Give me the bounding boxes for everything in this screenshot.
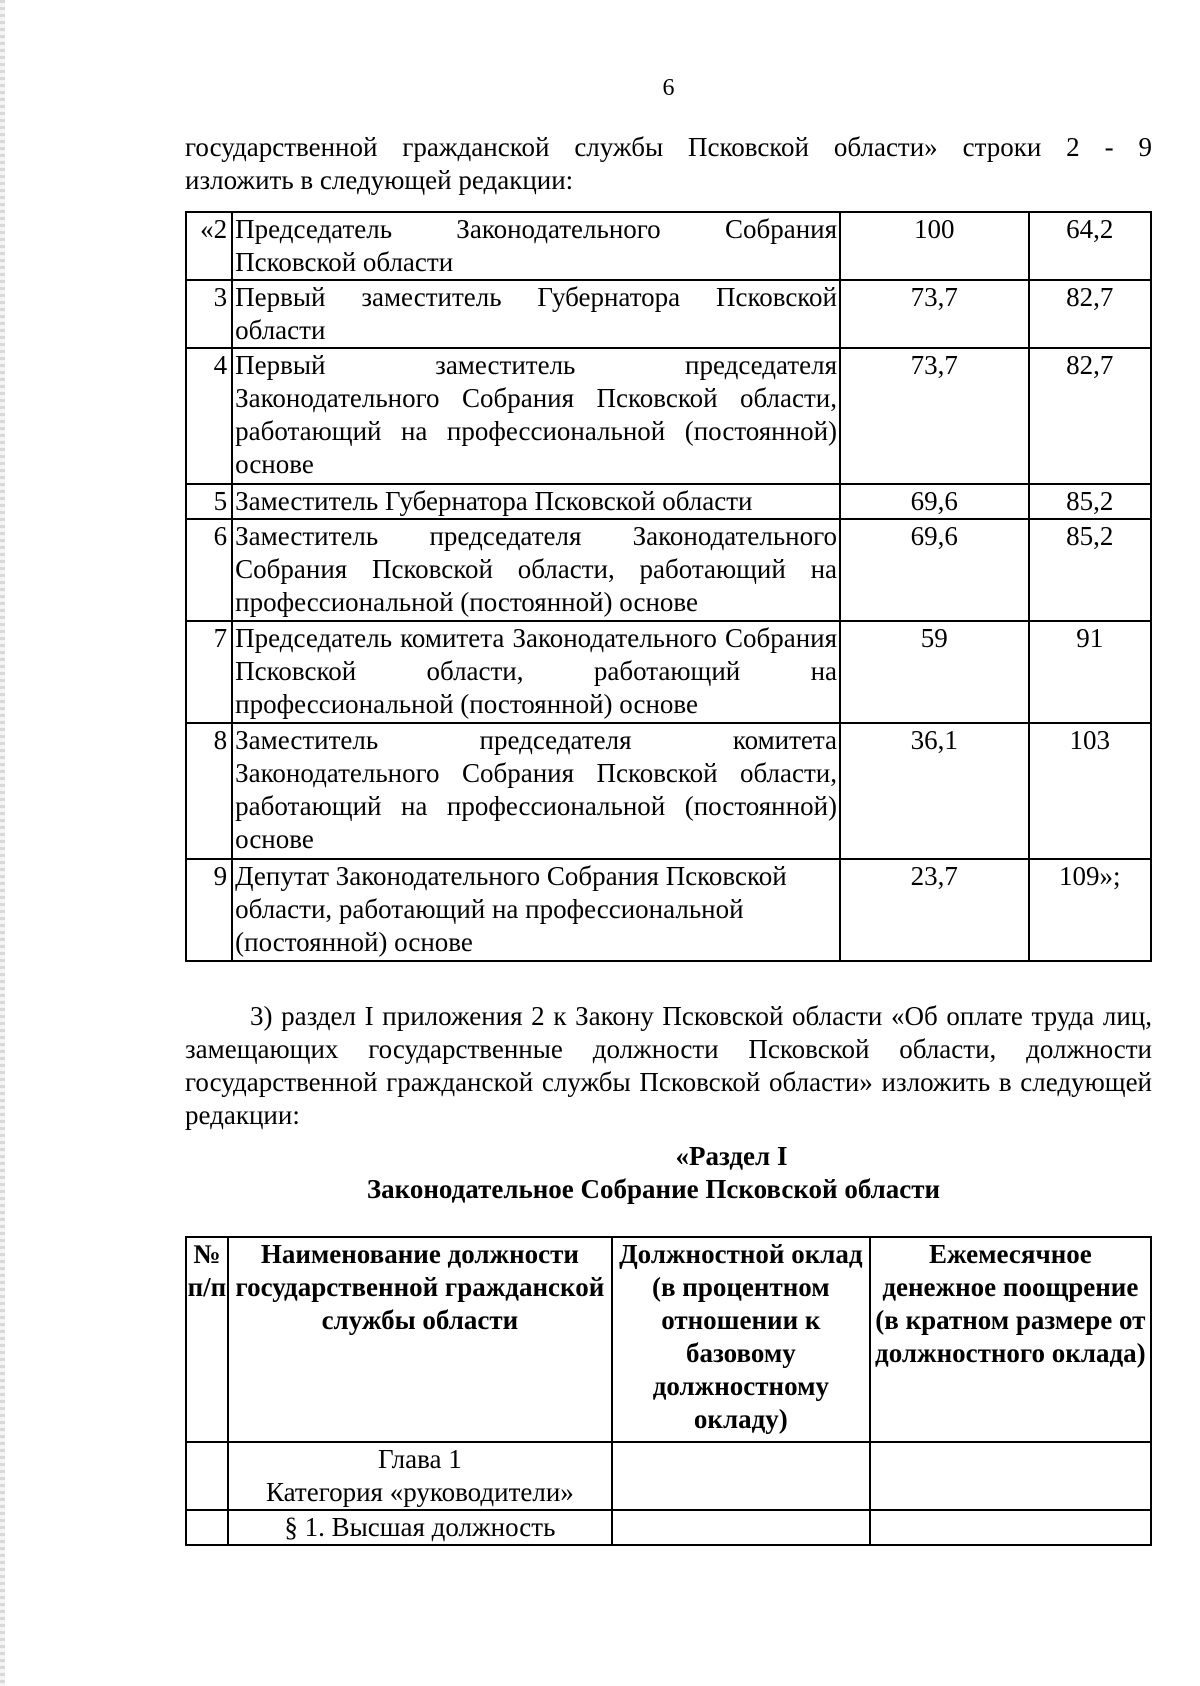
header-salary: Должностной оклад (в процентном отношении к базовому должностному окладу) — [612, 1237, 870, 1442]
position-name: Заместитель председателя Законодательного Собрания Псковской области, работающий на профессиональной (постоянной) основе — [232, 519, 840, 621]
table-row — [186, 519, 1151, 621]
position-name: Депутат Законодательного Собрания Псковской области, работающий на профессиональной (постоянной) основе — [232, 859, 840, 961]
chapter-title: Глава 1 — [378, 1444, 462, 1474]
salary-percent: 69,6 — [840, 484, 1029, 519]
table-row — [186, 348, 1151, 484]
salary-percent: 69,6 — [840, 519, 1029, 621]
page-number: 6 — [662, 75, 675, 101]
row-number: 6 — [186, 519, 232, 621]
header-number: № п/п — [186, 1237, 228, 1442]
salary-percent: 23,7 — [840, 859, 1029, 961]
position-name: Председатель комитета Законодательного Собрания Псковской области, работающий на профессиональной (постоянной) основе — [232, 621, 840, 723]
empty-cell — [870, 1510, 1151, 1545]
empty-cell — [612, 1442, 870, 1510]
salary-table — [185, 211, 1152, 962]
row-number: 4 — [186, 348, 232, 484]
bonus-multiple: 82,7 — [1029, 348, 1151, 484]
position-table — [185, 1236, 1152, 1546]
table-row — [186, 484, 1151, 519]
position-name: Первый заместитель Губернатора Псковской области — [232, 280, 840, 348]
intro-paragraph — [185, 131, 1152, 197]
bonus-multiple: 85,2 — [1029, 519, 1151, 621]
bonus-multiple: 85,2 — [1029, 484, 1151, 519]
table-row — [186, 212, 1151, 280]
table-row — [186, 1510, 1151, 1545]
position-name: Первый заместитель председателя Законодательного Собрания Псковской области, работающий на профессиональной (постоянной) основе — [232, 348, 840, 484]
salary-percent: 73,7 — [840, 348, 1029, 484]
section-3-paragraph: 3) раздел I приложения 2 к Закону Псковской области «Об оплате труда лиц, замещающих государственные должности Псковской области, должности государственной гражданской службы Псковской области» изложить в следующей редакции: — [185, 1001, 1152, 1130]
header-position-name: Наименование должности государственной гражданской службы области — [228, 1237, 612, 1442]
row-number: 5 — [186, 484, 232, 519]
bonus-multiple: 82,7 — [1029, 280, 1151, 348]
empty-cell — [870, 1442, 1151, 1510]
empty-cell — [186, 1442, 228, 1510]
intro-line-1: государственной гражданской службы Псковской области» строки 2 - 9 — [185, 132, 1152, 162]
salary-percent: 59 — [840, 621, 1029, 723]
row-number: «2 — [186, 212, 232, 280]
bonus-multiple: 64,2 — [1029, 212, 1151, 280]
bonus-multiple: 109»; — [1029, 859, 1151, 961]
salary-percent: 36,1 — [840, 723, 1029, 859]
intro-line-2: изложить в следующей редакции: — [185, 165, 574, 195]
row-number: 3 — [186, 280, 232, 348]
position-name: Заместитель Губернатора Псковской области — [232, 484, 840, 519]
salary-percent: 73,7 — [840, 280, 1029, 348]
table-row — [186, 280, 1151, 348]
row-number: 7 — [186, 621, 232, 723]
empty-cell — [186, 1510, 228, 1545]
table-row — [186, 859, 1151, 961]
bonus-multiple: 103 — [1029, 723, 1151, 859]
position-name: Заместитель председателя комитета Законодательного Собрания Псковской области, работающий на профессиональной (постоянной) основе — [232, 723, 840, 859]
row-number: 8 — [186, 723, 232, 859]
salary-percent: 100 — [840, 212, 1029, 280]
row-number: 9 — [186, 859, 232, 961]
header-bonus: Ежемесячное денежное поощрение (в кратном размере от должностного оклада) — [870, 1237, 1151, 1442]
chapter-category: Категория «руководители» — [265, 1477, 574, 1507]
table-header-row — [186, 1237, 1151, 1442]
position-name: Председатель Законодательного Собрания Псковской области — [232, 212, 840, 280]
table-row — [186, 621, 1151, 723]
subsection-cell: § 1. Высшая должность — [228, 1510, 612, 1545]
bonus-multiple: 91 — [1029, 621, 1151, 723]
section-subheading: Законодательное Собрание Псковской области — [366, 1174, 941, 1204]
scan-edge — [0, 0, 5, 1686]
empty-cell — [612, 1510, 870, 1545]
chapter-cell — [228, 1442, 612, 1510]
table-row — [186, 1442, 1151, 1510]
section-heading: «Раздел I — [675, 1141, 788, 1171]
table-row — [186, 723, 1151, 859]
